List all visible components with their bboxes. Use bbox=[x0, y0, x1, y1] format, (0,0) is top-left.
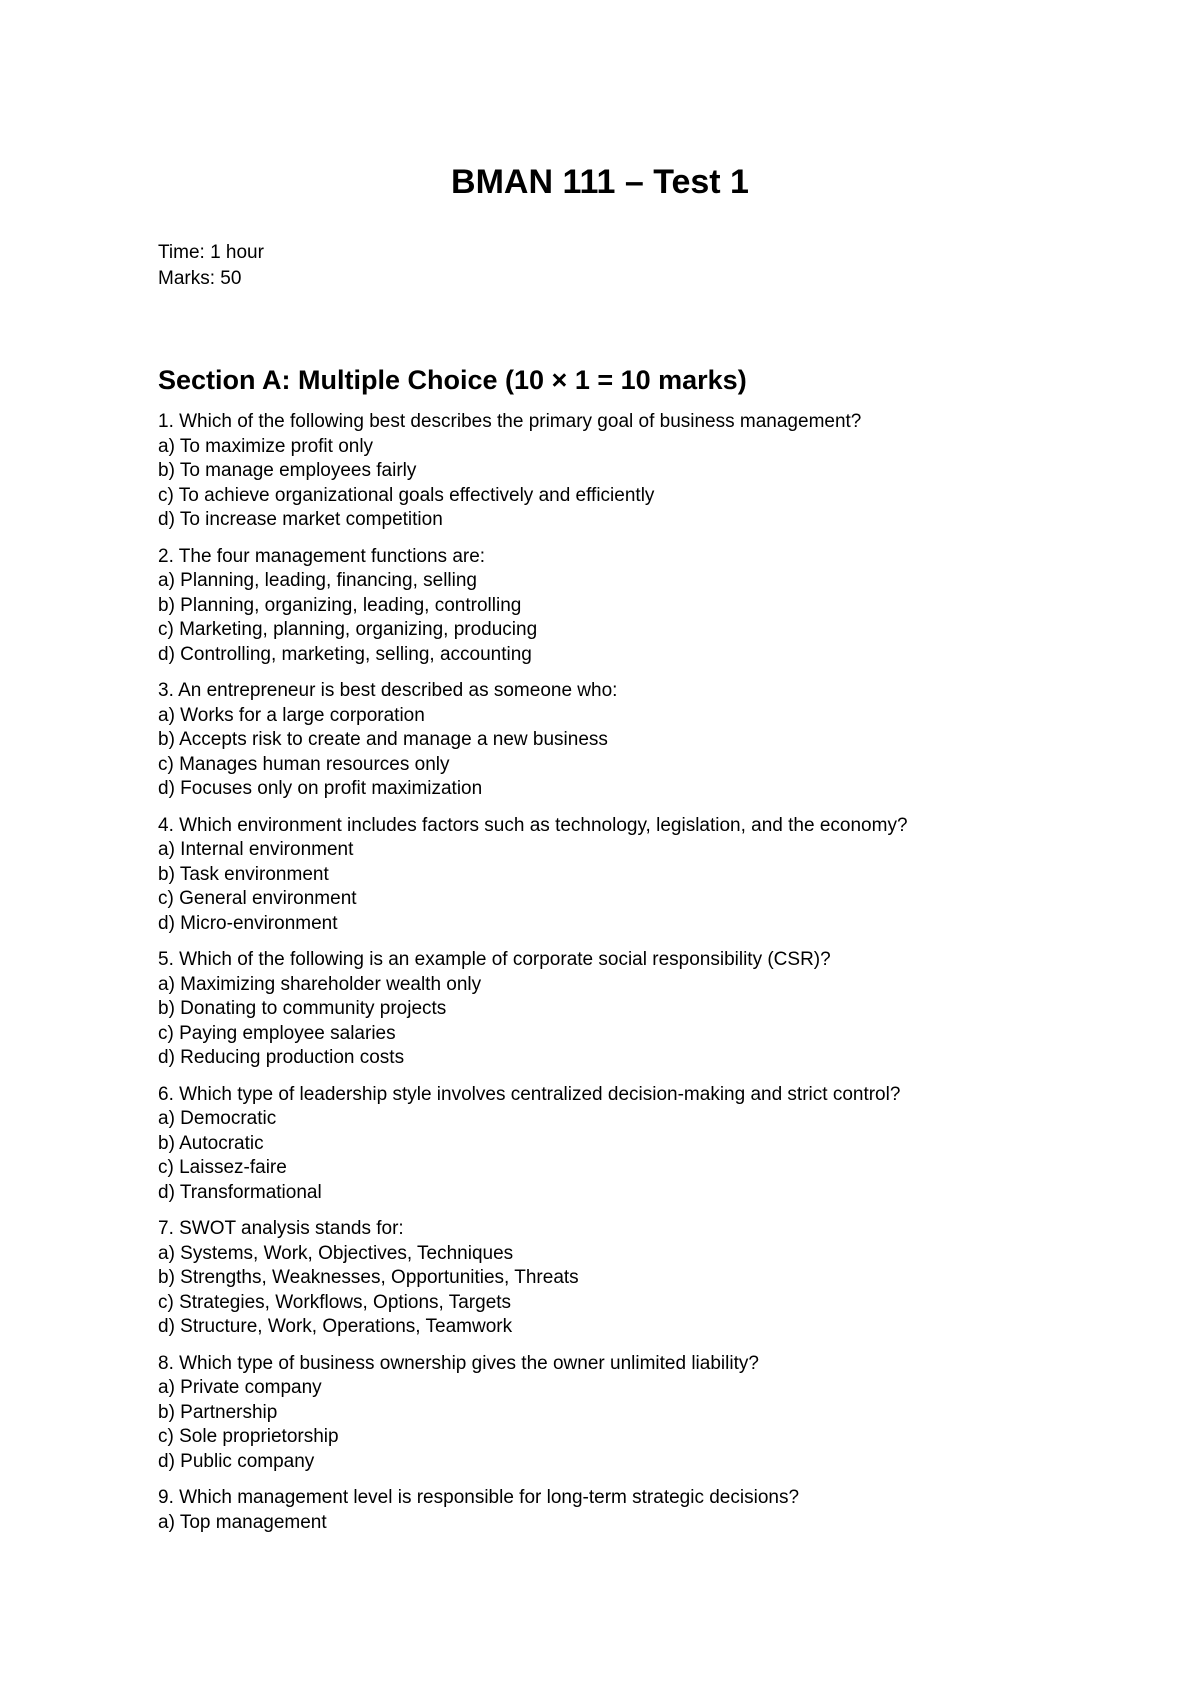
question-text: 1. Which of the following best describes the primary goal of business management? bbox=[158, 411, 862, 432]
question-item bbox=[158, 1352, 1118, 1475]
section-heading: Section A: Multiple Choice (10 × 1 = 10 marks) bbox=[158, 365, 747, 395]
answer-option: a) To maximize profit only bbox=[158, 435, 374, 457]
answer-option: b) Accepts risk to create and manage a new business bbox=[158, 729, 608, 750]
answer-option: c) Strategies, Workflows, Options, Targets bbox=[158, 1291, 512, 1313]
answer-option: d) Public company bbox=[158, 1450, 315, 1472]
test-info bbox=[158, 240, 264, 292]
answer-option: c) General environment bbox=[158, 888, 357, 909]
answer-option: a) Systems, Work, Objectives, Techniques bbox=[158, 1242, 514, 1264]
page-title: BMAN 111 – Test 1 bbox=[451, 163, 749, 201]
question-text: 2. The four management functions are: bbox=[158, 545, 486, 567]
question-item bbox=[158, 814, 1118, 937]
answer-option: c) To achieve organizational goals effectively and efficiently bbox=[158, 484, 655, 506]
answer-option: c) Manages human resources only bbox=[158, 753, 450, 775]
question-item bbox=[158, 1486, 1118, 1535]
question-text: 3. An entrepreneur is best described as someone who: bbox=[158, 680, 618, 701]
answer-option: c) Laissez-faire bbox=[158, 1157, 287, 1178]
answer-option: a) Internal environment bbox=[158, 839, 354, 860]
answer-option: a) Top management bbox=[158, 1511, 327, 1533]
question-item bbox=[158, 410, 1118, 533]
question-text: 6. Which type of leadership style involves centralized decision-making and strict control? bbox=[158, 1083, 901, 1105]
question-text: 4. Which environment includes factors such as technology, legislation, and the economy? bbox=[158, 814, 908, 836]
question-item bbox=[158, 679, 1118, 802]
answer-option: b) Partnership bbox=[158, 1401, 278, 1423]
answer-option: b) Task environment bbox=[158, 863, 329, 885]
question-item bbox=[158, 1083, 1118, 1206]
answer-option: a) Works for a large corporation bbox=[158, 704, 425, 726]
answer-option: a) Planning, leading, financing, selling bbox=[158, 570, 477, 591]
question-item bbox=[158, 545, 1118, 668]
answer-option: c) Paying employee salaries bbox=[158, 1022, 396, 1044]
question-item bbox=[158, 948, 1118, 1071]
answer-option: a) Private company bbox=[158, 1377, 322, 1398]
question-text: 8. Which type of business ownership gives the owner unlimited liability? bbox=[158, 1352, 759, 1374]
time-allowed: Time: 1 hour bbox=[158, 242, 264, 263]
answer-option: b) Autocratic bbox=[158, 1132, 264, 1154]
answer-option: c) Marketing, planning, organizing, producing bbox=[158, 619, 538, 640]
answer-option: d) Transformational bbox=[158, 1181, 322, 1203]
question-text: 9. Which management level is responsible for long-term strategic decisions? bbox=[158, 1487, 800, 1508]
answer-option: d) Controlling, marketing, selling, accounting bbox=[158, 643, 532, 665]
answer-option: d) Micro-environment bbox=[158, 912, 338, 934]
answer-option: d) To increase market competition bbox=[158, 509, 443, 530]
question-item bbox=[158, 1217, 1118, 1340]
answer-option: c) Sole proprietorship bbox=[158, 1426, 339, 1447]
answer-option: b) To manage employees fairly bbox=[158, 460, 417, 481]
answer-option: b) Strengths, Weaknesses, Opportunities, Threats bbox=[158, 1267, 579, 1288]
answer-option: a) Democratic bbox=[158, 1108, 277, 1129]
question-text: 5. Which of the following is an example of corporate social responsibility (CSR)? bbox=[158, 949, 831, 970]
answer-option: d) Reducing production costs bbox=[158, 1047, 405, 1068]
question-text: 7. SWOT analysis stands for: bbox=[158, 1218, 404, 1239]
answer-option: d) Structure, Work, Operations, Teamwork bbox=[158, 1316, 513, 1337]
answer-option: b) Donating to community projects bbox=[158, 998, 447, 1019]
answer-option: b) Planning, organizing, leading, controlling bbox=[158, 594, 522, 616]
question-list bbox=[158, 410, 1118, 1547]
answer-option: d) Focuses only on profit maximization bbox=[158, 778, 483, 799]
total-marks: Marks: 50 bbox=[158, 268, 242, 289]
answer-option: a) Maximizing shareholder wealth only bbox=[158, 973, 482, 995]
